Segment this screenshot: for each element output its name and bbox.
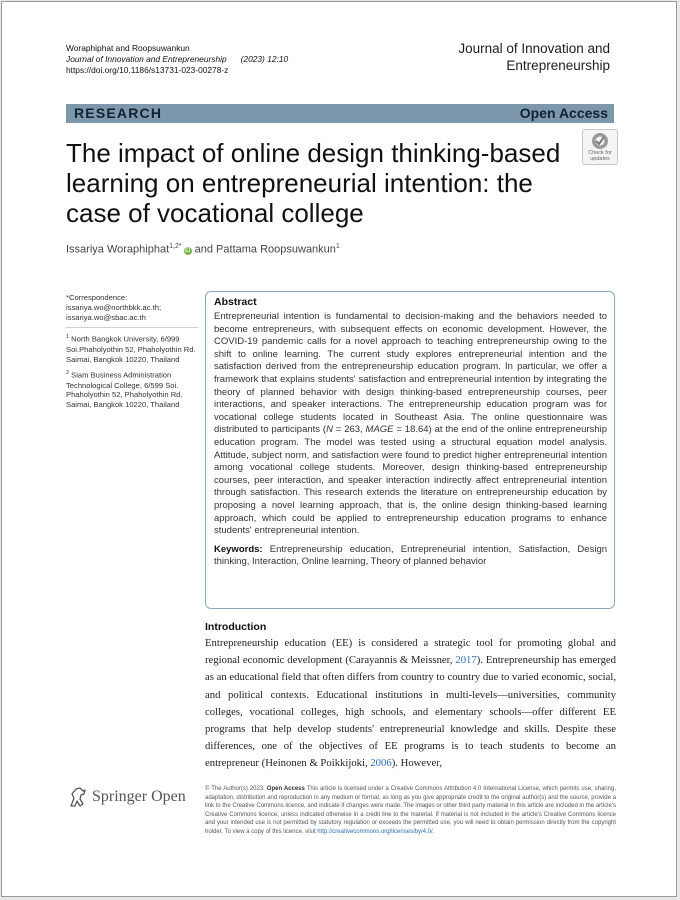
keywords <box>214 544 607 569</box>
introduction-section <box>205 621 616 773</box>
affiliation-2-number: 2 <box>66 370 70 377</box>
affiliation-1-number: 1 <box>66 334 70 341</box>
badge-text-1: Check for <box>588 150 612 156</box>
license-notice <box>205 785 616 837</box>
keywords-label: Keywords: <box>214 543 263 555</box>
keywords-list: Entrepreneurship education, Entrepreneurial intention, Satisfaction, Design thinking, Interaction, Online learning, Theory of planned behavior <box>214 543 608 568</box>
abstract-box <box>205 291 615 609</box>
correspondence: *Correspondence: issariya.wo@northbkk.ac.th; issariya.wo@sbac.ac.th <box>66 293 162 322</box>
header-year: (2023) 12:10 <box>240 54 289 64</box>
article-page <box>1 1 677 897</box>
author-1: Issariya Woraphiphat <box>66 243 170 256</box>
check-for-updates-badge[interactable] <box>582 129 618 165</box>
author-line <box>66 243 340 256</box>
abstract-text-part-3: = 18.64) at the end of the online entrepreneurship education program. The model was tested using a structural equation model analysis. Attitude, subject norm, and satisfaction were found to predict higher entrepreneurial intention among vocational college students. Moreover, design thinking-based entrepreneurship courses, peer interaction, and speaker interaction indirectly affect entrepreneurial intention through satisfaction. This research extends the literature on entrepreneurship education by proposing a novel learning approach, that is, the online design thinking-based learning approach, which could be applied to entrepreneurship education programs to enhance students' entrepreneurial intention. <box>214 424 607 537</box>
article-title: The impact of online design thinking-based learning on entrepreneurial intention: the case of vocational college <box>66 138 561 228</box>
citation-link[interactable]: 2006 <box>370 757 392 770</box>
publisher-name: Springer Open <box>92 788 186 805</box>
abstract-text-part-1: Entrepreneurial intention is fundamental to decision-making and the behaviors needed to become entrepreneurs, with subsequent effects on economic development. However, the COVID-19 pandemic calls for a novel approach to teaching entrepreneurship owing to the shift to online learning. The current study explores entrepreneurial intention and the satisfaction derived from the entrepreneurship education program. In particular, we offer a framework that explains students' satisfaction and entrepreneurial intention by integrating the theory of planned behavior with design thinking-based entrepreneurship courses, peer interactions, and speaker interactions. The entrepreneurship education program was for vocational college students located in Southeast Asia. The online questionnaire was distributed to participants ( <box>214 311 607 436</box>
affiliation-2 <box>66 369 198 410</box>
abstract-text <box>214 311 607 538</box>
header-journal: Journal of Innovation and Entrepreneurship <box>66 54 227 64</box>
header-authors: Woraphiphat and Roopsuwankun <box>66 43 190 53</box>
springer-open-logo <box>68 786 186 808</box>
abstract-heading: Abstract <box>214 296 257 308</box>
author-joiner: and Pattama Roopsuwankun <box>191 243 336 256</box>
journal-name <box>458 40 610 74</box>
journal-name-line1: Journal of Innovation and <box>458 41 610 56</box>
open-access-label: Open Access <box>519 105 608 121</box>
author-2-affiliation: 1 <box>335 243 340 250</box>
license-text: This article is licensed under a Creative Commons Attribution 4.0 International License, which permits use, sharing, adaptation, distribution and reproduction in any medium or format, as long as you give appropriate credit to the original author(s) and the source, provide a link to the Creative Commons licence, and indicate if changes were made. The images or other third party material in this article are included in the article's Creative Commons licence, unless indicated otherwise in a credit line to the material. If material is not included in the article's Creative Commons licence and your intended use is not permitted by statutory regulation or exceeds the permitted use, you will need to obtain permission directly from the copyright holder. To view a copy of this licence, visit <box>205 786 616 835</box>
intro-text-part-2: ). Entrepreneurship has emerged as an educational field that often differs from country to country due to varied economic, social, and political contexts. Educational institutions in multi-levels—universities, community colleges, vocational colleges, high schools, and elementary schools—offer different EE programs that help develop students' entrepreneurial knowledge and skills. Despite these differences, one of the objectives of EE programs is to teach students to become an entrepreneur (Heinonen & Poikkijoki, <box>205 654 617 770</box>
affiliations-sidebar <box>66 293 198 415</box>
article-type-banner <box>66 104 614 123</box>
affiliation-1-text: North Bangkok University, 6/999 Soi.Phaholyothin 52, Phaholyothin Rd. Saimai, Bangkok 10220, Thailand <box>66 334 196 364</box>
springer-horse-icon <box>68 786 88 808</box>
badge-text-2: updates <box>590 156 610 162</box>
crossmark-icon <box>591 132 609 150</box>
affiliation-1 <box>66 333 198 364</box>
article-type-label: RESEARCH <box>74 105 163 121</box>
license-link[interactable]: http://creativecommons.org/licenses/by/4.0/ <box>317 828 433 835</box>
journal-name-line2: Entrepreneurship <box>506 58 610 73</box>
abstract-mage-symbol: MAGE <box>365 424 394 436</box>
header-doi-link[interactable]: https://doi.org/10.1186/s13731-023-00278-z <box>66 65 229 75</box>
license-copyright: © The Author(s) 2023. <box>205 786 267 792</box>
affiliation-2-text: Siam Business Administration Technological College, 6/599 Soi. Phaholyothin 52, Phaholyothin Rd. Saimai, Bangkok 10220, Thailand <box>66 370 183 410</box>
sidebar-divider <box>66 327 198 328</box>
license-end: . <box>432 828 435 835</box>
introduction-heading: Introduction <box>205 621 267 633</box>
intro-text-part-1: Entrepreneurship education (EE) is considered a strategic tool for promoting global and regional economic development (Carayannis & Meissner, <box>205 637 616 667</box>
introduction-paragraph <box>205 635 616 773</box>
intro-text-part-3: ). However, <box>391 757 443 770</box>
author-1-affiliation: 1,2* <box>169 243 182 250</box>
citation-link[interactable]: 2017 <box>455 654 477 667</box>
orcid-icon[interactable]: iD <box>184 247 191 254</box>
abstract-n-symbol: N <box>326 424 333 436</box>
running-header <box>66 43 288 76</box>
abstract-text-part-2: = 263, <box>332 424 366 436</box>
license-open-access: Open Access <box>266 786 305 792</box>
